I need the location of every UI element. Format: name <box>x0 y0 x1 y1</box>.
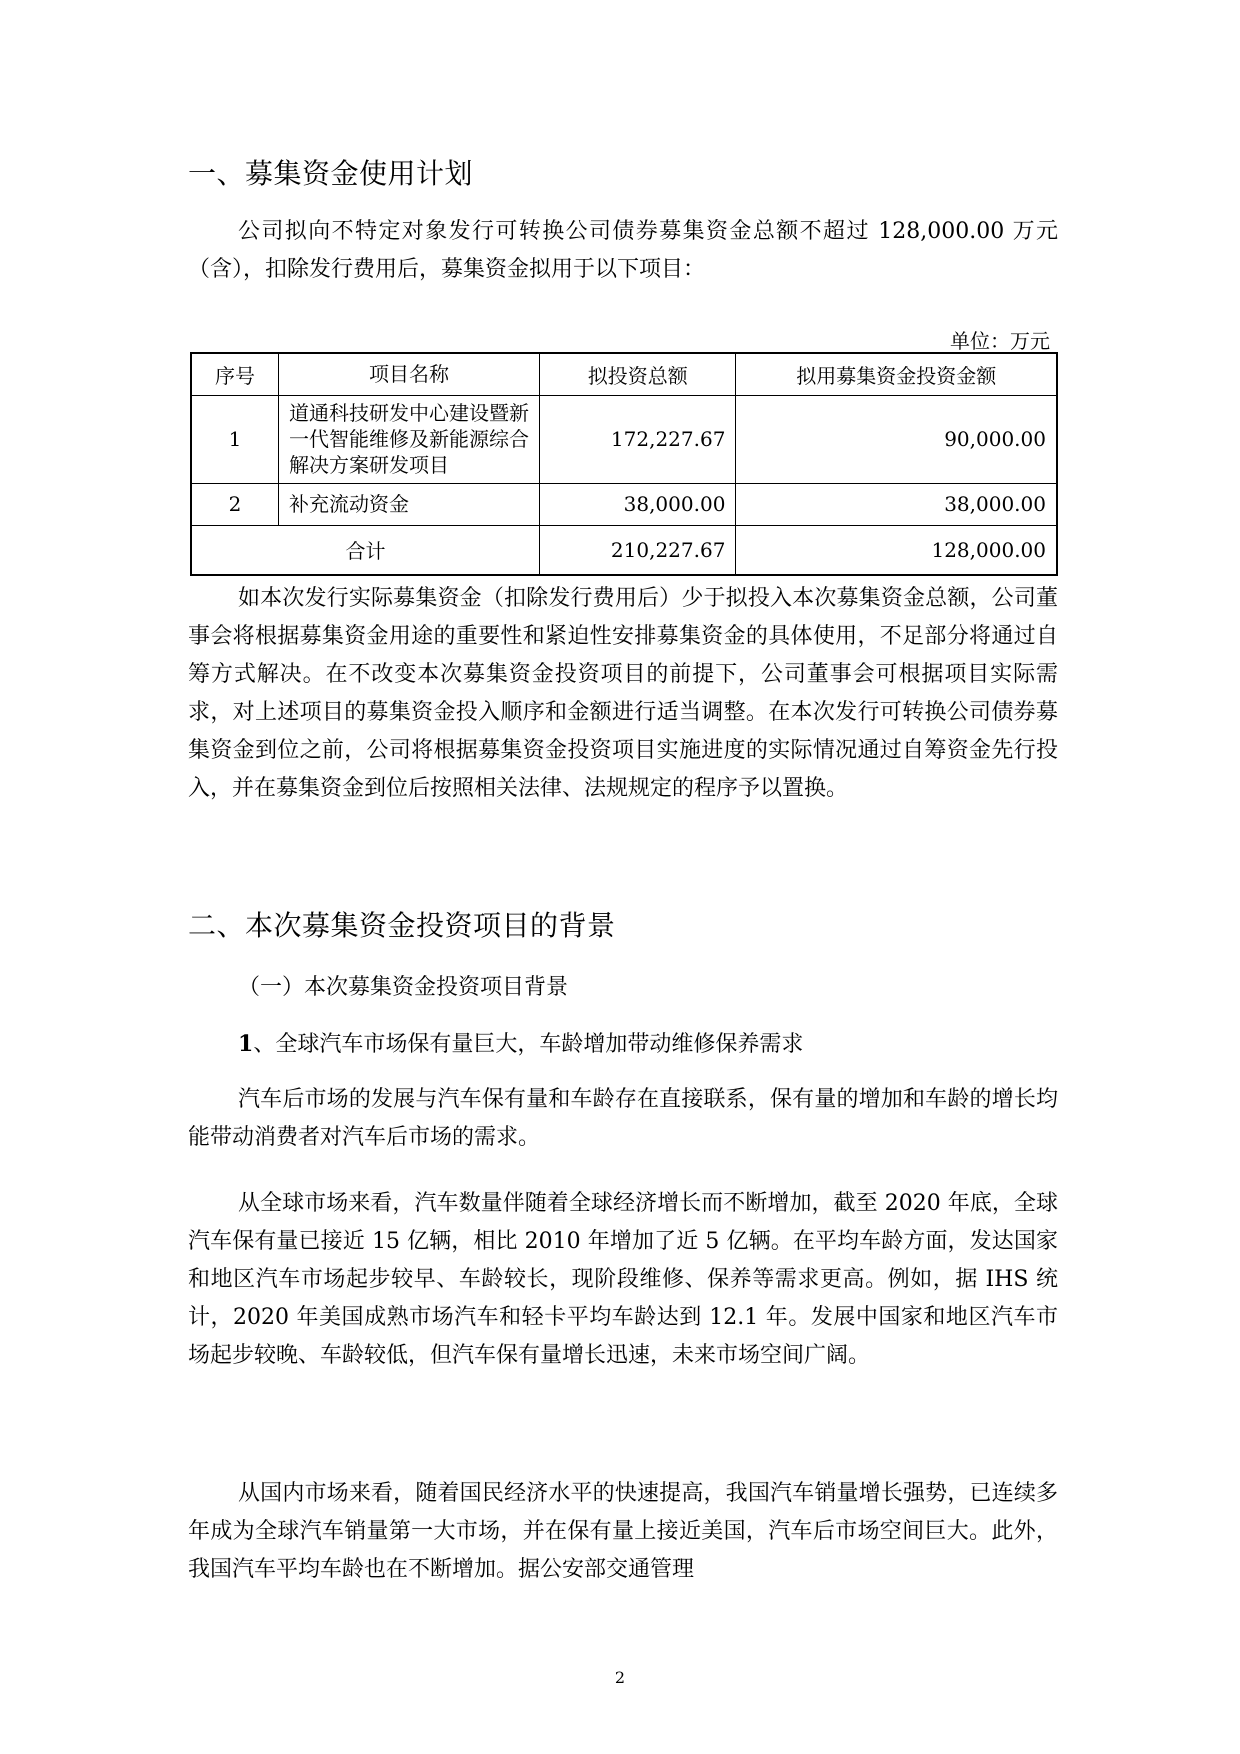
row-total: 172,227.67 <box>540 395 736 483</box>
header-name: 项目名称 <box>279 353 540 395</box>
table-sum-row <box>191 525 1057 575</box>
table-unit: 单位：万元 <box>950 329 1050 353</box>
sum-label: 合计 <box>191 525 540 575</box>
row-no: 2 <box>191 483 279 525</box>
table-row <box>191 483 1057 525</box>
header-raised: 拟用募集资金投资金额 <box>736 353 1057 395</box>
after-table-paragraph: 如本次发行实际募集资金（扣除发行费用后）少于拟投入本次募集资金总额，公司董事会将根据募集资金用途的重要性和紧迫性安排募集资金的具体使用，不足部分将通过自筹方式解决。在不改变本次募集资金投资项目的前提下，公司董事会可根据项目实际需求，对上述项目的募集资金投入顺序和金额进行适当调整。在本次发行可转换公司债券募集资金到位之前，公司将根据募集资金投资项目实施进度的实际情况通过自筹资金先行投入，并在募集资金到位后按照相关法律、法规规定的程序予以置换。 <box>188 586 1058 801</box>
row-raised: 38,000.00 <box>736 483 1057 525</box>
row-name: 补充流动资金 <box>279 483 540 525</box>
section2-heading: 二、本次募集资金投资项目的背景 <box>188 909 616 942</box>
paragraph-2: 从全球市场来看，汽车数量伴随着全球经济增长而不断增加，截至 2020 年底，全球汽车保有量已接近 15 亿辆，相比 2010 年增加了近 5 亿辆。在平均车龄方面，发达国家和地区汽车市场起步较早、车龄较长，现阶段维修、保养等需求更高。例如，据 IHS 统计，2020 年美国成熟市场汽车和轻卡平均车龄达到 12.1 年。发展中国家和地区汽车市场起步较晚、车龄较低，但汽车保有量增长迅速，未来市场空间广阔。 <box>188 1191 1058 1368</box>
header-no: 序号 <box>191 353 279 395</box>
sum-raised: 128,000.00 <box>736 525 1057 575</box>
row-name: 道通科技研发中心建设暨新一代智能维修及新能源综合解决方案研发项目 <box>279 395 540 483</box>
row-total: 38,000.00 <box>540 483 736 525</box>
subsection-title: （一）本次募集资金投资项目背景 <box>238 975 569 1000</box>
point-number: 1 <box>238 1031 254 1057</box>
point-title <box>238 1027 803 1058</box>
sum-total: 210,227.67 <box>540 525 736 575</box>
table-row <box>191 395 1057 483</box>
point-text: 、全球汽车市场保有量巨大，车龄增加带动维修保养需求 <box>253 1032 804 1057</box>
row-no: 1 <box>191 395 279 483</box>
section1-heading: 一、募集资金使用计划 <box>188 157 474 190</box>
section1-intro: 公司拟向不特定对象发行可转换公司债券募集资金总额不超过 128,000.00 万元（含），扣除发行费用后，募集资金拟用于以下项目： <box>188 219 1058 282</box>
paragraph-3: 从国内市场来看，随着国民经济水平的快速提高，我国汽车销量增长强势，已连续多年成为全球汽车销量第一大市场，并在保有量上接近美国，汽车后市场空间巨大。此外，我国汽车平均车龄也在不断增加。据公安部交通管理 <box>188 1481 1058 1582</box>
paragraph-1: 汽车后市场的发展与汽车保有量和车龄存在直接联系，保有量的增加和车龄的增长均能带动消费者对汽车后市场的需求。 <box>188 1087 1058 1150</box>
row-raised: 90,000.00 <box>736 395 1057 483</box>
header-total: 拟投资总额 <box>540 353 736 395</box>
funds-table <box>190 352 1058 576</box>
table-header-row <box>191 353 1057 395</box>
page-number: 2 <box>614 1668 626 1687</box>
